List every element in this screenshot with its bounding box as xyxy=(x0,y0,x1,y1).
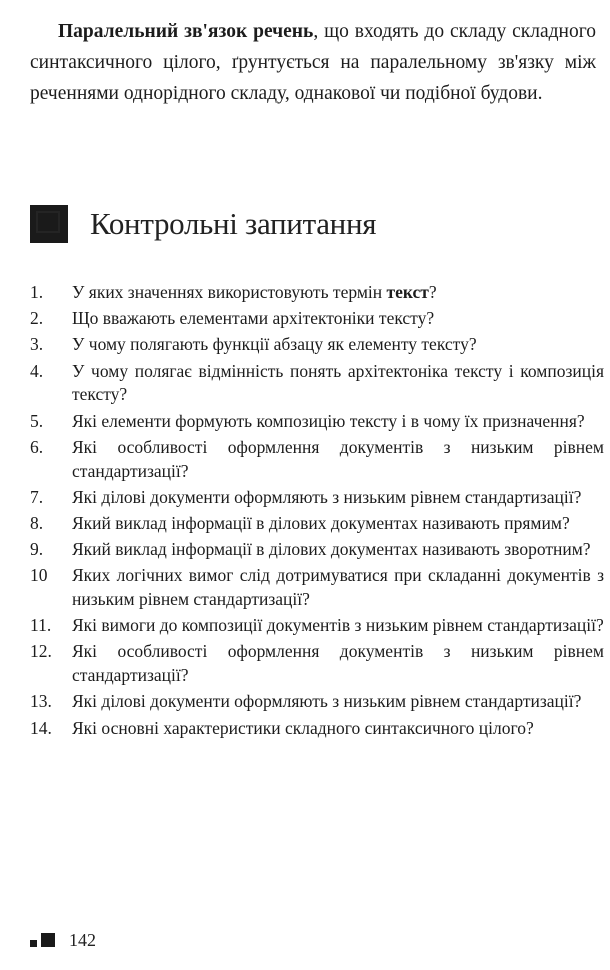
question-bold-term: текст xyxy=(386,282,429,302)
question-number: 3. xyxy=(30,334,44,355)
question-text: У чому полягає відмінність понять архітектоніка тексту і композиція тексту? xyxy=(72,360,604,405)
question-item xyxy=(30,486,604,510)
question-number: 2. xyxy=(30,308,44,329)
intro-paragraph xyxy=(30,16,596,109)
question-text: У чому полягають функції абзацу як елементу тексту? xyxy=(72,334,477,355)
question-item xyxy=(30,436,604,484)
question-text: Які ділові документи оформляють з низьким рівнем стандартизації? xyxy=(72,691,582,712)
question-number: 13. xyxy=(30,691,52,712)
question-item xyxy=(30,360,604,408)
question-number: 6. xyxy=(30,436,44,457)
question-text: Який виклад інформації в ділових документах називають прямим? xyxy=(72,512,570,533)
filled-square-icon xyxy=(30,205,68,243)
question-number: 1. xyxy=(30,282,44,302)
intro-text xyxy=(30,16,596,109)
question-number: 4. xyxy=(30,360,44,381)
question-text-before: У яких значеннях використовують термін xyxy=(72,282,387,302)
question-text: Який виклад інформації в ділових документах називають зворотним? xyxy=(72,539,591,560)
page-number: 142 xyxy=(69,929,96,950)
question-item xyxy=(30,614,604,638)
question-item xyxy=(30,410,604,434)
question-item xyxy=(30,717,604,741)
question-item xyxy=(30,564,604,612)
question-item xyxy=(30,281,604,305)
question-text: Які вимоги до композиції документів з низьким рівнем стандартизації? xyxy=(72,615,604,636)
question-item xyxy=(30,538,604,562)
question-number: 9. xyxy=(30,539,44,560)
question-number: 12. xyxy=(30,641,52,662)
question-text: Яких логічних вимог слід дотримуватися при складанні документів з низьким рівнем стандартизації? xyxy=(72,565,604,610)
intro-term: Паралельний зв'язок речень xyxy=(58,21,314,42)
question-number: 8. xyxy=(30,512,44,533)
question-item xyxy=(30,512,604,536)
question-text: Які ділові документи оформляють з низьким рівнем стандартизації? xyxy=(72,486,582,507)
question-number: 11. xyxy=(30,615,52,636)
question-text: Які основні характеристики складного синтаксичного цілого? xyxy=(72,717,534,738)
question-item xyxy=(30,307,604,331)
question-text: Які особливості оформлення документів з низьким рівнем стандартизації? xyxy=(72,641,604,686)
section-title: Контрольні запитання xyxy=(90,206,377,241)
question-number: 5. xyxy=(30,410,44,431)
intro-rest: , що входять до складу складного синтаксичного цілого, ґрунтується на паралельному зв'язку між реченнями однорідного складу, однакової чи подібної будови. xyxy=(30,21,596,104)
section-heading xyxy=(30,196,590,252)
question-item xyxy=(30,333,604,357)
question-text xyxy=(72,281,604,305)
question-item xyxy=(30,640,604,688)
questions-list xyxy=(30,281,604,743)
question-text: Які особливості оформлення документів з низьким рівнем стандартизації? xyxy=(72,436,604,481)
question-text: Що вважають елементами архітектоніки тексту? xyxy=(72,308,435,329)
question-item xyxy=(30,690,604,714)
question-text: Які елементи формують композицію тексту і в чому їх призначення? xyxy=(72,410,585,431)
question-number: 10 xyxy=(30,565,48,586)
question-text-after: ? xyxy=(428,282,437,302)
question-number: 7. xyxy=(30,486,44,507)
page-marker-icon xyxy=(30,933,55,947)
question-number: 14. xyxy=(30,717,52,738)
page-footer xyxy=(30,928,96,952)
